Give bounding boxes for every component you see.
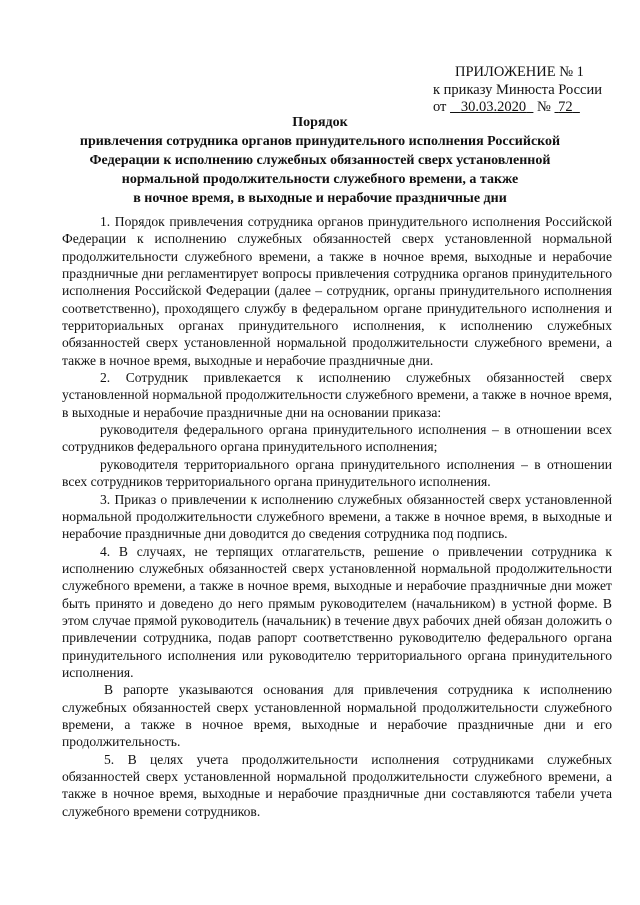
heading-line-3: Федерации к исполнению служебных обязанностей сверх установленной — [89, 153, 551, 168]
date-prefix: от — [433, 99, 447, 115]
document-heading — [60, 113, 580, 208]
heading-line-1: Порядок — [292, 115, 348, 130]
paragraph-2: 2. Сотрудник привлекается к исполнению служебных обязанностей сверх установленной нормальной продолжительности служебного времени, а также в ночное время, в выходные и нерабочие праздничные дни на основании приказа: — [62, 370, 612, 420]
annex-title: ПРИЛОЖЕНИЕ № 1 — [455, 64, 584, 80]
number-prefix: № — [537, 99, 551, 115]
heading-line-5: в ночное время, в выходные и нерабочие праздничные дни — [133, 191, 507, 206]
order-number: 72 — [558, 99, 573, 115]
heading-line-4: нормальной продолжительности служебного времени, а также — [121, 172, 519, 187]
paragraph-3: 3. Приказ о привлечении к исполнению служебных обязанностей сверх установленной нормальной продолжительности служебного времени, а также в ночное время, в выходные и нерабочие праздничные дни доводится до сведения сотрудника под подпись. — [62, 491, 612, 542]
paragraph-4: 4. В случаях, не терпящих отлагательств, решение о привлечении сотрудника к исполнению служебных обязанностей сверх установленной нормальной продолжительности служебного времени, а также в ночное время, выходные и нерабочие праздничные дни может быть принято и доведено до него прямым руководителем (начальником) в устной форме. В этом случае прямой руководитель (начальник) в течение двух рабочих дней обязан доложить о привлечении сотрудника, подав рапорт соответственно руководителю федерального органа принудительного исполнения или руководителю территориального органа принудительного исполнения. — [62, 543, 612, 680]
annex-block — [433, 64, 613, 117]
order-date: 30.03.2020 — [460, 99, 527, 115]
annex-order-ref: к приказу Минюста России — [433, 81, 602, 98]
paragraph-2-item-2: руководителя территориального органа принудительного исполнения – в отношении всех сотрудников территориального органа принудительного исполнения. — [62, 456, 612, 490]
heading-line-2: привлечения сотрудника органов принудительного исполнения Российской — [79, 134, 561, 149]
paragraph-2-item-1: руководителя федерального органа принудительного исполнения – в отношении всех сотрудников федерального органа принудительного исполнения; — [62, 422, 612, 455]
paragraph-1: 1. Порядок привлечения сотрудника органов принудительного исполнения Российской Федерации к исполнению служебных обязанностей сверх установленной нормальной продолжительности служебного времени, а также в ночное время, выходные и нерабочие праздничные дни регламентирует вопросы привлечения сотрудника органов принудительного исполнения Российской Федерации (далее – сотрудник, органы принудительного исполнения соответственно), проходящего службу в федеральном органе принудительного исполнения и территориальных органах принудительного исполнения, к исполнению служебных обязанностей сверх установленной нормальной продолжительности служебного времени, а также в ночное время, выходные и нерабочие праздничные дни. — [62, 214, 612, 368]
paragraph-5: 5. В целях учета продолжительности исполнения сотрудниками служебных обязанностей сверх установленной нормальной продолжительности служебного времени, а также в ночное время, выходные и нерабочие праздничные дни составляются табели учета служебного времени сотрудников. — [62, 751, 612, 819]
paragraph-4-report: В рапорте указываются основания для привлечения сотрудника к исполнению служебных обязанностей сверх установленной нормальной продолжительности служебного времени, а также в ночное время, выходные и нерабочие праздничные дни и его продолжительность. — [62, 682, 612, 750]
document-body — [62, 213, 612, 820]
